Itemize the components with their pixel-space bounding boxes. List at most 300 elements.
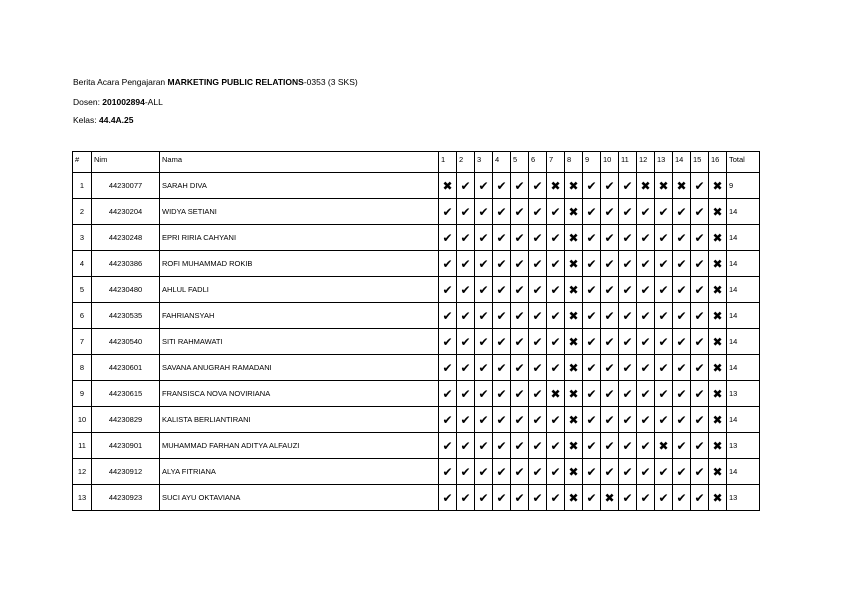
class-label: Kelas:: [73, 115, 99, 125]
student-name: SARAH DIVA: [160, 173, 439, 199]
present-check-icon: ✔: [655, 459, 673, 485]
present-check-icon: ✔: [601, 277, 619, 303]
student-name: FAHRIANSYAH: [160, 303, 439, 329]
present-check-icon: ✔: [691, 381, 709, 407]
present-check-icon: ✔: [475, 485, 493, 511]
lecturer-line: [73, 97, 163, 107]
present-check-icon: ✔: [439, 459, 457, 485]
present-check-icon: ✔: [601, 433, 619, 459]
present-check-icon: ✔: [637, 251, 655, 277]
student-nim: 44230535: [92, 303, 160, 329]
present-check-icon: ✔: [655, 225, 673, 251]
present-check-icon: ✔: [619, 251, 637, 277]
col-header-meeting-3: 3: [475, 152, 493, 173]
attendance-total: 14: [727, 277, 760, 303]
absent-cross-icon: ✖: [709, 433, 727, 459]
col-header-total: Total: [727, 152, 760, 173]
present-check-icon: ✔: [439, 225, 457, 251]
present-check-icon: ✔: [619, 381, 637, 407]
present-check-icon: ✔: [457, 329, 475, 355]
present-check-icon: ✔: [439, 277, 457, 303]
table-row: [73, 303, 760, 329]
lecturer-suffix: -ALL: [144, 97, 163, 107]
present-check-icon: ✔: [583, 225, 601, 251]
student-name: SITI RAHMAWATI: [160, 329, 439, 355]
row-number: 5: [73, 277, 92, 303]
present-check-icon: ✔: [619, 173, 637, 199]
col-header-nama: Nama: [160, 152, 439, 173]
present-check-icon: ✔: [439, 485, 457, 511]
present-check-icon: ✔: [601, 251, 619, 277]
col-header-meeting-1: 1: [439, 152, 457, 173]
col-header-meeting-13: 13: [655, 152, 673, 173]
present-check-icon: ✔: [637, 329, 655, 355]
student-name: MUHAMMAD FARHAN ADITYA ALFAUZI: [160, 433, 439, 459]
row-number: 12: [73, 459, 92, 485]
present-check-icon: ✔: [457, 199, 475, 225]
student-nim: 44230923: [92, 485, 160, 511]
present-check-icon: ✔: [547, 407, 565, 433]
present-check-icon: ✔: [673, 303, 691, 329]
course-title-line: [73, 77, 358, 87]
student-nim: 44230204: [92, 199, 160, 225]
present-check-icon: ✔: [547, 277, 565, 303]
present-check-icon: ✔: [493, 225, 511, 251]
present-check-icon: ✔: [547, 459, 565, 485]
present-check-icon: ✔: [601, 173, 619, 199]
table-header-row: [73, 152, 760, 173]
present-check-icon: ✔: [583, 277, 601, 303]
present-check-icon: ✔: [475, 433, 493, 459]
present-check-icon: ✔: [493, 485, 511, 511]
absent-cross-icon: ✖: [565, 199, 583, 225]
col-header-meeting-14: 14: [673, 152, 691, 173]
present-check-icon: ✔: [637, 225, 655, 251]
present-check-icon: ✔: [619, 199, 637, 225]
present-check-icon: ✔: [457, 355, 475, 381]
present-check-icon: ✔: [511, 303, 529, 329]
student-nim: 44230615: [92, 381, 160, 407]
present-check-icon: ✔: [673, 355, 691, 381]
absent-cross-icon: ✖: [565, 355, 583, 381]
present-check-icon: ✔: [511, 225, 529, 251]
present-check-icon: ✔: [673, 485, 691, 511]
present-check-icon: ✔: [547, 251, 565, 277]
student-nim: 44230601: [92, 355, 160, 381]
present-check-icon: ✔: [691, 199, 709, 225]
present-check-icon: ✔: [529, 173, 547, 199]
table-body: [73, 173, 760, 511]
present-check-icon: ✔: [673, 329, 691, 355]
present-check-icon: ✔: [583, 329, 601, 355]
present-check-icon: ✔: [691, 225, 709, 251]
absent-cross-icon: ✖: [565, 485, 583, 511]
absent-cross-icon: ✖: [565, 277, 583, 303]
absent-cross-icon: ✖: [565, 433, 583, 459]
present-check-icon: ✔: [547, 303, 565, 329]
course-suffix: -0353 (3 SKS): [303, 77, 358, 87]
present-check-icon: ✔: [583, 173, 601, 199]
student-nim: 44230077: [92, 173, 160, 199]
present-check-icon: ✔: [601, 459, 619, 485]
present-check-icon: ✔: [493, 433, 511, 459]
attendance-total: 14: [727, 303, 760, 329]
absent-cross-icon: ✖: [637, 173, 655, 199]
present-check-icon: ✔: [475, 329, 493, 355]
present-check-icon: ✔: [511, 199, 529, 225]
attendance-total: 14: [727, 407, 760, 433]
present-check-icon: ✔: [601, 381, 619, 407]
attendance-total: 14: [727, 355, 760, 381]
col-header-meeting-5: 5: [511, 152, 529, 173]
row-number: 6: [73, 303, 92, 329]
col-header-meeting-15: 15: [691, 152, 709, 173]
present-check-icon: ✔: [439, 199, 457, 225]
row-number: 10: [73, 407, 92, 433]
present-check-icon: ✔: [601, 303, 619, 329]
present-check-icon: ✔: [655, 355, 673, 381]
present-check-icon: ✔: [673, 251, 691, 277]
present-check-icon: ✔: [439, 381, 457, 407]
present-check-icon: ✔: [637, 355, 655, 381]
present-check-icon: ✔: [439, 407, 457, 433]
present-check-icon: ✔: [691, 433, 709, 459]
present-check-icon: ✔: [493, 355, 511, 381]
present-check-icon: ✔: [547, 329, 565, 355]
present-check-icon: ✔: [691, 303, 709, 329]
present-check-icon: ✔: [493, 407, 511, 433]
present-check-icon: ✔: [691, 355, 709, 381]
present-check-icon: ✔: [583, 355, 601, 381]
student-nim: 44230386: [92, 251, 160, 277]
present-check-icon: ✔: [457, 277, 475, 303]
row-number: 13: [73, 485, 92, 511]
present-check-icon: ✔: [619, 407, 637, 433]
present-check-icon: ✔: [655, 303, 673, 329]
present-check-icon: ✔: [637, 407, 655, 433]
present-check-icon: ✔: [511, 173, 529, 199]
present-check-icon: ✔: [655, 407, 673, 433]
present-check-icon: ✔: [439, 329, 457, 355]
absent-cross-icon: ✖: [565, 251, 583, 277]
absent-cross-icon: ✖: [709, 225, 727, 251]
student-name: WIDYA SETIANI: [160, 199, 439, 225]
present-check-icon: ✔: [529, 355, 547, 381]
absent-cross-icon: ✖: [709, 459, 727, 485]
attendance-total: 13: [727, 433, 760, 459]
row-number: 7: [73, 329, 92, 355]
present-check-icon: ✔: [655, 329, 673, 355]
present-check-icon: ✔: [655, 485, 673, 511]
student-nim: 44230912: [92, 459, 160, 485]
attendance-total: 14: [727, 459, 760, 485]
student-name: ROFI MUHAMMAD ROKIB: [160, 251, 439, 277]
absent-cross-icon: ✖: [709, 251, 727, 277]
present-check-icon: ✔: [547, 485, 565, 511]
row-number: 9: [73, 381, 92, 407]
absent-cross-icon: ✖: [709, 329, 727, 355]
present-check-icon: ✔: [529, 433, 547, 459]
present-check-icon: ✔: [691, 251, 709, 277]
student-nim: 44230829: [92, 407, 160, 433]
present-check-icon: ✔: [637, 433, 655, 459]
table-row: [73, 173, 760, 199]
present-check-icon: ✔: [511, 433, 529, 459]
table-row: [73, 225, 760, 251]
row-number: 3: [73, 225, 92, 251]
student-name: SAVANA ANUGRAH RAMADANI: [160, 355, 439, 381]
col-header-meeting-9: 9: [583, 152, 601, 173]
present-check-icon: ✔: [673, 407, 691, 433]
present-check-icon: ✔: [475, 225, 493, 251]
class-value: 44.4A.25: [99, 115, 134, 125]
table-row: [73, 199, 760, 225]
present-check-icon: ✔: [637, 381, 655, 407]
present-check-icon: ✔: [457, 303, 475, 329]
present-check-icon: ✔: [637, 199, 655, 225]
present-check-icon: ✔: [457, 251, 475, 277]
present-check-icon: ✔: [619, 459, 637, 485]
absent-cross-icon: ✖: [547, 173, 565, 199]
present-check-icon: ✔: [475, 277, 493, 303]
present-check-icon: ✔: [619, 433, 637, 459]
student-name: SUCI AYU OKTAVIANA: [160, 485, 439, 511]
student-name: EPRI RIRIA CAHYANI: [160, 225, 439, 251]
attendance-total: 14: [727, 199, 760, 225]
present-check-icon: ✔: [511, 407, 529, 433]
col-header-meeting-4: 4: [493, 152, 511, 173]
present-check-icon: ✔: [637, 303, 655, 329]
col-header-meeting-11: 11: [619, 152, 637, 173]
present-check-icon: ✔: [547, 225, 565, 251]
present-check-icon: ✔: [691, 485, 709, 511]
present-check-icon: ✔: [673, 277, 691, 303]
absent-cross-icon: ✖: [709, 277, 727, 303]
attendance-total: 14: [727, 225, 760, 251]
absent-cross-icon: ✖: [709, 199, 727, 225]
table-row: [73, 251, 760, 277]
col-header-meeting-8: 8: [565, 152, 583, 173]
present-check-icon: ✔: [457, 407, 475, 433]
present-check-icon: ✔: [691, 459, 709, 485]
present-check-icon: ✔: [619, 225, 637, 251]
present-check-icon: ✔: [493, 173, 511, 199]
attendance-total: 14: [727, 329, 760, 355]
present-check-icon: ✔: [691, 173, 709, 199]
table-row: [73, 381, 760, 407]
student-name: ALYA FITRIANA: [160, 459, 439, 485]
table-row: [73, 459, 760, 485]
student-nim: 44230480: [92, 277, 160, 303]
col-header-meeting-16: 16: [709, 152, 727, 173]
present-check-icon: ✔: [529, 303, 547, 329]
present-check-icon: ✔: [475, 173, 493, 199]
absent-cross-icon: ✖: [709, 407, 727, 433]
present-check-icon: ✔: [493, 303, 511, 329]
col-header-no: #: [73, 152, 92, 173]
present-check-icon: ✔: [619, 485, 637, 511]
absent-cross-icon: ✖: [565, 303, 583, 329]
present-check-icon: ✔: [601, 329, 619, 355]
present-check-icon: ✔: [457, 459, 475, 485]
present-check-icon: ✔: [691, 277, 709, 303]
present-check-icon: ✔: [493, 199, 511, 225]
present-check-icon: ✔: [655, 277, 673, 303]
present-check-icon: ✔: [655, 199, 673, 225]
present-check-icon: ✔: [619, 355, 637, 381]
absent-cross-icon: ✖: [565, 225, 583, 251]
table-row: [73, 407, 760, 433]
present-check-icon: ✔: [583, 485, 601, 511]
present-check-icon: ✔: [691, 329, 709, 355]
present-check-icon: ✔: [619, 303, 637, 329]
present-check-icon: ✔: [547, 433, 565, 459]
present-check-icon: ✔: [475, 199, 493, 225]
class-line: [73, 115, 134, 125]
row-number: 2: [73, 199, 92, 225]
present-check-icon: ✔: [673, 199, 691, 225]
present-check-icon: ✔: [457, 433, 475, 459]
present-check-icon: ✔: [583, 199, 601, 225]
col-header-meeting-6: 6: [529, 152, 547, 173]
table-row: [73, 433, 760, 459]
present-check-icon: ✔: [619, 277, 637, 303]
absent-cross-icon: ✖: [709, 355, 727, 381]
present-check-icon: ✔: [493, 329, 511, 355]
present-check-icon: ✔: [511, 459, 529, 485]
col-header-nim: Nim: [92, 152, 160, 173]
present-check-icon: ✔: [655, 381, 673, 407]
present-check-icon: ✔: [493, 277, 511, 303]
present-check-icon: ✔: [529, 199, 547, 225]
student-nim: 44230901: [92, 433, 160, 459]
present-check-icon: ✔: [475, 407, 493, 433]
present-check-icon: ✔: [583, 459, 601, 485]
present-check-icon: ✔: [439, 303, 457, 329]
lecturer-code: 201002894: [102, 97, 145, 107]
present-check-icon: ✔: [475, 459, 493, 485]
present-check-icon: ✔: [475, 355, 493, 381]
table-row: [73, 329, 760, 355]
absent-cross-icon: ✖: [655, 433, 673, 459]
present-check-icon: ✔: [673, 225, 691, 251]
present-check-icon: ✔: [457, 485, 475, 511]
present-check-icon: ✔: [637, 277, 655, 303]
absent-cross-icon: ✖: [565, 329, 583, 355]
present-check-icon: ✔: [511, 251, 529, 277]
course-prefix: Berita Acara Pengajaran: [73, 77, 168, 87]
present-check-icon: ✔: [439, 251, 457, 277]
table-row: [73, 277, 760, 303]
absent-cross-icon: ✖: [565, 407, 583, 433]
present-check-icon: ✔: [529, 459, 547, 485]
col-header-meeting-2: 2: [457, 152, 475, 173]
present-check-icon: ✔: [583, 251, 601, 277]
attendance-total: 9: [727, 173, 760, 199]
present-check-icon: ✔: [529, 381, 547, 407]
student-nim: 44230248: [92, 225, 160, 251]
col-header-meeting-12: 12: [637, 152, 655, 173]
absent-cross-icon: ✖: [709, 173, 727, 199]
present-check-icon: ✔: [583, 381, 601, 407]
row-number: 8: [73, 355, 92, 381]
present-check-icon: ✔: [493, 251, 511, 277]
table-row: [73, 485, 760, 511]
present-check-icon: ✔: [493, 459, 511, 485]
present-check-icon: ✔: [547, 355, 565, 381]
attendance-total: 14: [727, 251, 760, 277]
absent-cross-icon: ✖: [439, 173, 457, 199]
attendance-total: 13: [727, 381, 760, 407]
present-check-icon: ✔: [475, 251, 493, 277]
present-check-icon: ✔: [583, 433, 601, 459]
present-check-icon: ✔: [601, 199, 619, 225]
table-row: [73, 355, 760, 381]
absent-cross-icon: ✖: [565, 173, 583, 199]
present-check-icon: ✔: [475, 381, 493, 407]
absent-cross-icon: ✖: [601, 485, 619, 511]
present-check-icon: ✔: [529, 407, 547, 433]
present-check-icon: ✔: [493, 381, 511, 407]
present-check-icon: ✔: [673, 459, 691, 485]
present-check-icon: ✔: [439, 433, 457, 459]
present-check-icon: ✔: [457, 225, 475, 251]
absent-cross-icon: ✖: [709, 381, 727, 407]
row-number: 4: [73, 251, 92, 277]
row-number: 1: [73, 173, 92, 199]
absent-cross-icon: ✖: [709, 485, 727, 511]
lecturer-label: Dosen:: [73, 97, 103, 107]
present-check-icon: ✔: [583, 407, 601, 433]
present-check-icon: ✔: [637, 485, 655, 511]
present-check-icon: ✔: [691, 407, 709, 433]
col-header-meeting-10: 10: [601, 152, 619, 173]
attendance-table: [72, 151, 760, 511]
present-check-icon: ✔: [529, 329, 547, 355]
present-check-icon: ✔: [619, 329, 637, 355]
absent-cross-icon: ✖: [547, 381, 565, 407]
student-name: FRANSISCA NOVA NOVIRIANA: [160, 381, 439, 407]
present-check-icon: ✔: [529, 485, 547, 511]
present-check-icon: ✔: [511, 355, 529, 381]
present-check-icon: ✔: [511, 381, 529, 407]
present-check-icon: ✔: [601, 355, 619, 381]
present-check-icon: ✔: [475, 303, 493, 329]
present-check-icon: ✔: [529, 251, 547, 277]
present-check-icon: ✔: [457, 381, 475, 407]
present-check-icon: ✔: [637, 459, 655, 485]
present-check-icon: ✔: [439, 355, 457, 381]
absent-cross-icon: ✖: [673, 173, 691, 199]
present-check-icon: ✔: [601, 407, 619, 433]
col-header-meeting-7: 7: [547, 152, 565, 173]
present-check-icon: ✔: [511, 485, 529, 511]
absent-cross-icon: ✖: [565, 381, 583, 407]
row-number: 11: [73, 433, 92, 459]
present-check-icon: ✔: [529, 277, 547, 303]
absent-cross-icon: ✖: [709, 303, 727, 329]
absent-cross-icon: ✖: [565, 459, 583, 485]
present-check-icon: ✔: [547, 199, 565, 225]
present-check-icon: ✔: [529, 225, 547, 251]
present-check-icon: ✔: [601, 225, 619, 251]
present-check-icon: ✔: [673, 381, 691, 407]
present-check-icon: ✔: [583, 303, 601, 329]
attendance-total: 13: [727, 485, 760, 511]
student-name: AHLUL FADLI: [160, 277, 439, 303]
present-check-icon: ✔: [457, 173, 475, 199]
course-name: MARKETING PUBLIC RELATIONS: [167, 77, 304, 87]
